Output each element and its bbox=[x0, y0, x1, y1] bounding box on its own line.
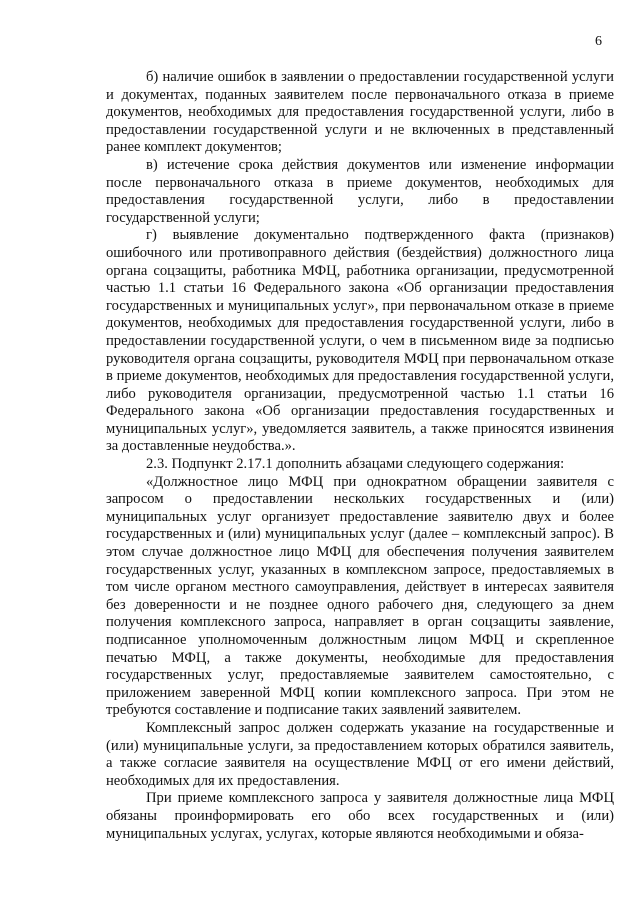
paragraph-complex-request-intro: «Должностное лицо МФЦ при однократном обращении заявителя с запросом о предоставлении нескольких государственных и (или) муниципальных услуг организует предоставление заявителю двух и более государственных и (или) муниципальных услуг (далее – комплексный запрос). В этом случае должностное лицо МФЦ для обеспечения получения заявителем государственных услуг, указанных в комплексном запросе, предоставляемых в том числе органом местного самоуправления, действует в интересах заявителя без доверенности и не позднее одного рабочего дня, следующего за днем получения комплексного запроса, направляет в орган соцзащиты заявление, подписанное уполномоченным должностным лицом МФЦ и скрепленное печатью МФЦ, а также документы, необходимые для предоставления государственных услуг, предоставляемые заявителем самостоятельно, с приложением заверенной МФЦ копии комплексного запроса. При этом не требуются составление и подписание таких заявлений заявителем. bbox=[106, 473, 614, 719]
paragraph-2-3: 2.3. Подпункт 2.17.1 дополнить абзацами следующего содержания: bbox=[146, 456, 565, 473]
paragraph-g: г) выявление документально подтвержденного факта (признаков) ошибочного или противоправного действия (бездействия) должностного лица органа соцзащиты, работника МФЦ, работника организации, предусмотренной частью 1.1 статьи 16 Федерального закона «Об организации предоставления государственных и муниципальных услуг», при первоначальном отказе в приеме документов, необходимых для предоставления государственной услуги, либо в предоставлении государственной услуги, о чем в письменном виде за подписью руководителя органа соцзащиты, руководителя МФЦ при первоначальном отказе в приеме документов, необходимых для предоставления государственной услуги, либо руководителя организации, предусмотренной частью 1.1 статьи 16 Федерального закона «Об организации предоставления государственных и муниципальных услуг», уведомляется заявитель, а также приносятся извинения за доставленные неудобства.». bbox=[106, 227, 614, 455]
paragraph-v: в) истечение срока действия документов или изменение информации после первоначального отказа в приеме документов, необходимых для предоставления государственной услуги, либо в предоставлении государственной услуги; bbox=[106, 156, 614, 226]
paragraph-complex-request-reception: При приеме комплексного запроса у заявителя должностные лица МФЦ обязаны проинформировать его обо всех государственных и (или) муниципальных услугах, услугах, которые являются необходимыми и обяза- bbox=[106, 790, 614, 842]
paragraph-b: б) наличие ошибок в заявлении о предоставлении государственной услуги и документах, поданных заявителем после первоначального отказа в приеме документов, необходимых для предоставления государственной услуги, либо в предоставлении государственной услуги и не включенных в представленный ранее комплект документов; bbox=[106, 69, 614, 156]
page-number: 6 bbox=[595, 34, 602, 49]
document-body bbox=[106, 69, 614, 843]
paragraph-complex-request-content: Комплексный запрос должен содержать указание на государственные и (или) муниципальные услуги, за предоставлением которых обратился заявитель, а также согласие заявителя на осуществление МФЦ от его имени действий, необходимых для их предоставления. bbox=[106, 719, 614, 789]
